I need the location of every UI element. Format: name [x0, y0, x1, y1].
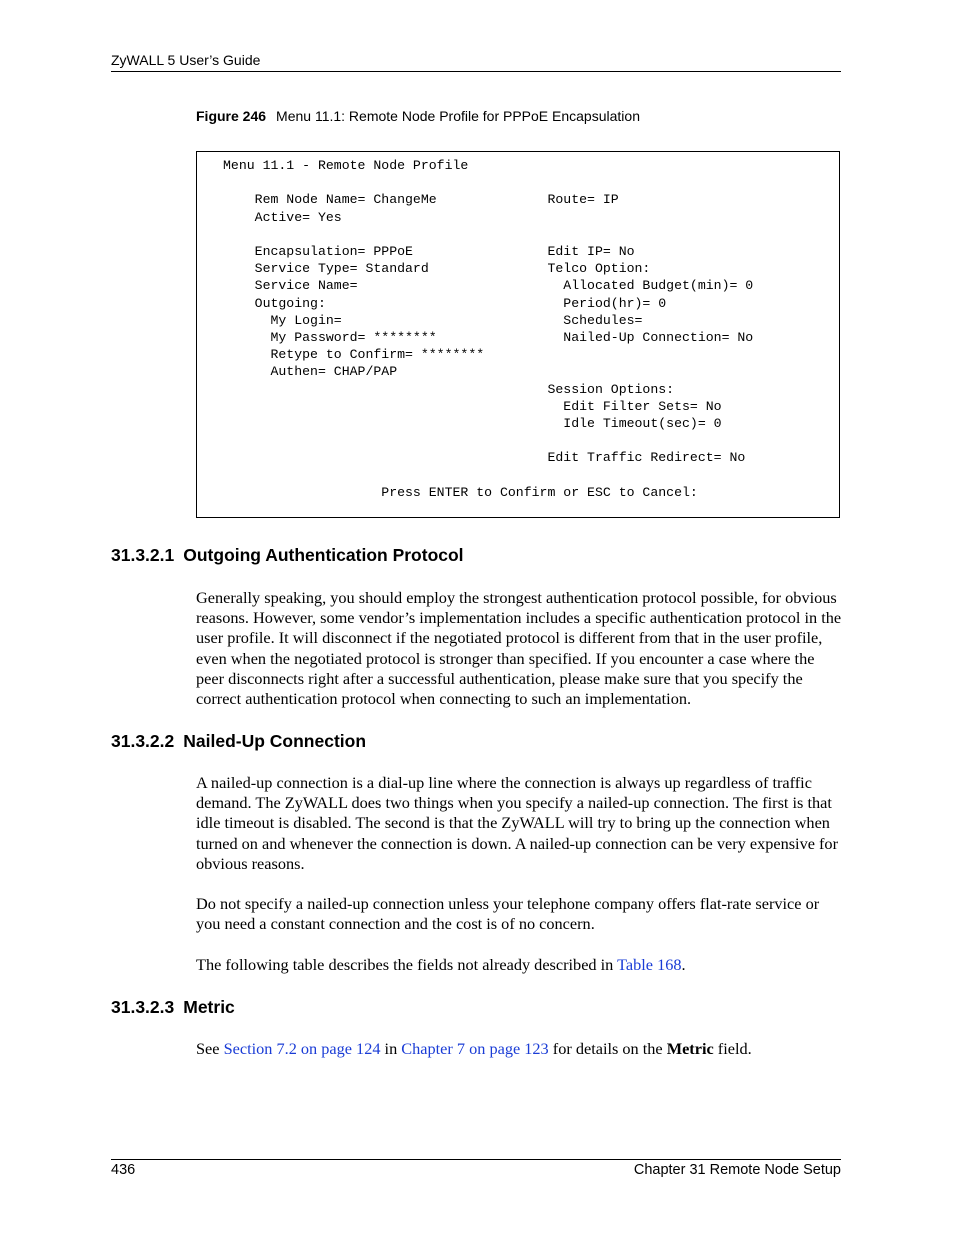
section-title: Metric [183, 997, 235, 1017]
text: field. [713, 1039, 752, 1058]
paragraph-outgoing-auth: Generally speaking, you should employ the strongest authentication protocol possible, for obvious reasons. However, some vendor’s implementation includes a specific authentication protocol in the user profile. It will disconnect if the negotiated protocol is different from that in the user profile, even when the negotiated protocol is stronger than specified. If you encounter a case where the peer disconnects right after a successful authentication, please make sure that you specify the correct authentication protocol when connecting to such an implementation. [196, 588, 842, 709]
paragraph-metric [196, 1039, 842, 1059]
section-7-2-link[interactable]: Section 7.2 on page 124 [223, 1039, 381, 1058]
figure-title: Menu 11.1: Remote Node Profile for PPPoE Encapsulation [276, 108, 640, 124]
chapter-title: Chapter 31 Remote Node Setup [633, 1162, 841, 1178]
text: for details on the [548, 1039, 667, 1058]
section-number: 31.3.2.3 [111, 997, 175, 1017]
text: in [380, 1039, 402, 1058]
page-number: 436 [111, 1162, 136, 1178]
section-heading-metric [111, 997, 235, 1018]
figure-label: Figure 246 [196, 108, 267, 124]
chapter-7-link[interactable]: Chapter 7 on page 123 [401, 1039, 549, 1058]
table-168-link[interactable]: Table 168 [617, 955, 682, 974]
text: The following table describes the fields not already described in [196, 955, 618, 974]
terminal-text: Menu 11.1 - Remote Node Profile Rem Node Name= ChangeMe Route= IP Active= Yes Encapsulation= PPPoE Edit IP= No Service Type= Standard Telco Option: Service Name= Allocated Budget(min)= 0 Outgoing: Period(hr)= 0 My Login= Schedules= My Password= ******** Nailed-Up Connection= No Retype to Confirm= ******** Authen= CHAP/PAP Session Options: Edit Filter Sets= No Idle Timeout(sec)= 0 Edit Traffic Redirect= No Press ENTER to Confirm or ESC to Cancel: [223, 158, 754, 500]
paragraph-nailed-up-3 [196, 955, 842, 975]
metric-field-name: Metric [666, 1039, 714, 1058]
paragraph-nailed-up-2: Do not specify a nailed-up connection unless your telephone company offers flat-rate service or you need a constant connection and the cost is of no concern. [196, 894, 820, 934]
section-title: Outgoing Authentication Protocol [183, 545, 464, 565]
text: . [681, 955, 686, 974]
section-heading-nailed-up [111, 731, 366, 752]
section-number: 31.3.2.1 [111, 545, 175, 565]
section-heading-outgoing-auth [111, 545, 464, 566]
text: See [196, 1039, 224, 1058]
figure-caption [196, 108, 640, 124]
running-header: ZyWALL 5 User’s Guide [111, 52, 261, 68]
section-title: Nailed-Up Connection [183, 731, 367, 751]
paragraph-nailed-up-1: A nailed-up connection is a dial-up line where the connection is always up regardless of traffic demand. The ZyWALL does two things when you specify a nailed-up connection. The first is that idle timeout is disabled. The second is that the ZyWALL will try to bring up the connection when turned on and whenever the connection is down. A nailed-up connection can be very expensive for obvious reasons. [196, 773, 838, 873]
section-number: 31.3.2.2 [111, 731, 175, 751]
terminal-screen [196, 151, 840, 518]
header-rule [111, 71, 841, 72]
footer-rule [111, 1159, 841, 1160]
